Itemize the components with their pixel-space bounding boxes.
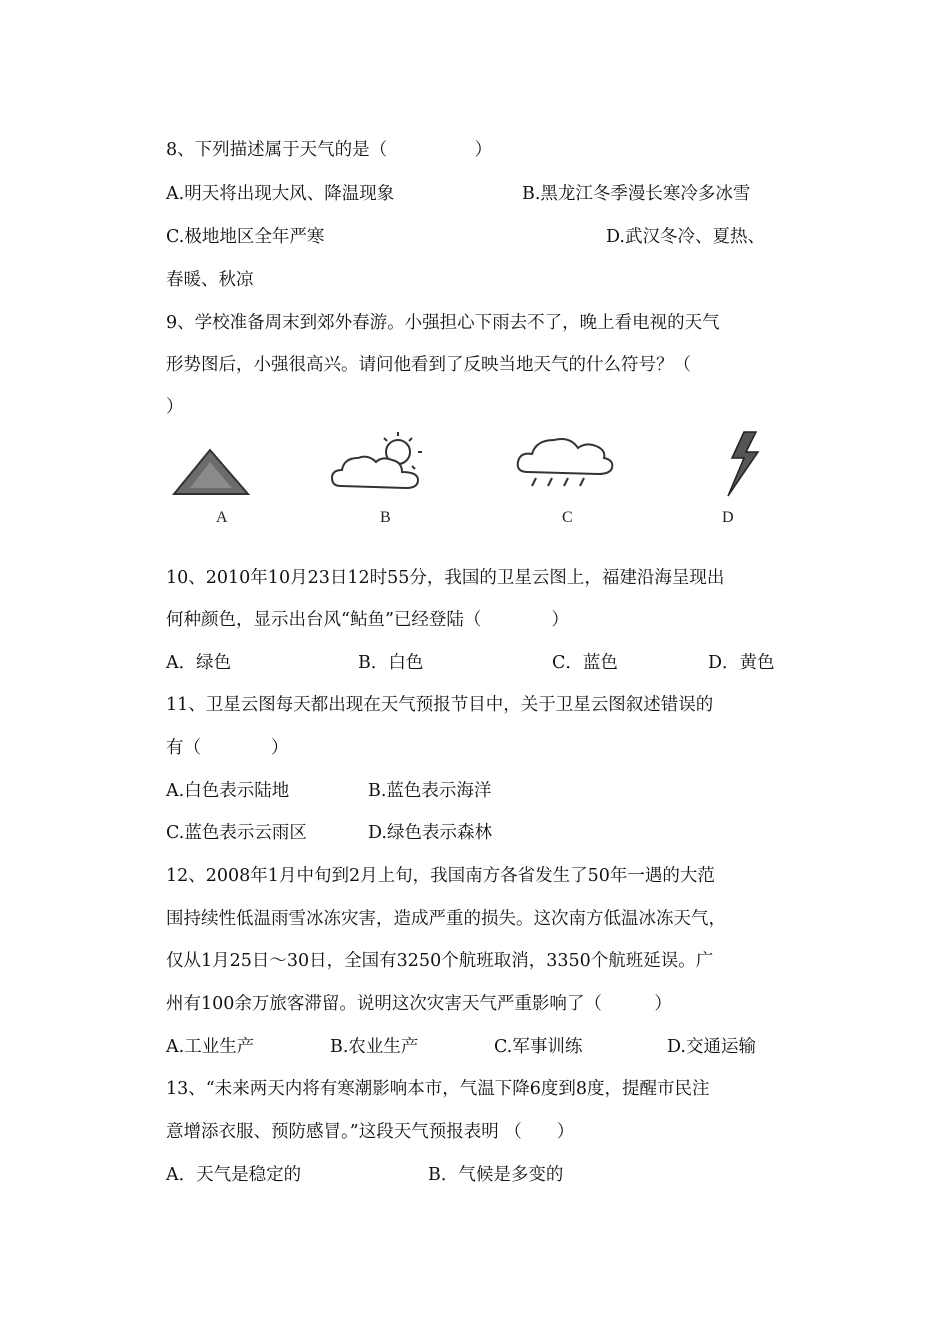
- weather-symbols-figure: [166, 428, 766, 528]
- q9-stem-line3: ）: [166, 397, 184, 417]
- q10-option-a: A．绿色: [166, 653, 232, 673]
- q13-option-a: A．天气是稳定的: [166, 1165, 302, 1185]
- q12-stem-line1: 12、2008年1月中旬到2月上旬，我国南方各省发生了50年一遇的大范: [166, 866, 715, 886]
- q11-option-b: B.蓝色表示海洋: [368, 781, 492, 801]
- figure-label-d: D: [722, 509, 734, 526]
- figure-label-c: C: [562, 509, 573, 526]
- q8-option-d: D.武汉冬冷、夏热、: [606, 227, 765, 247]
- q10-stem-line2: 何种颜色，显示出台风“鲇鱼”已经登陆（ ）: [166, 610, 569, 630]
- q9-stem-line2: 形势图后，小强很高兴。请问他看到了反映当地天气的什么符号？（: [166, 355, 691, 375]
- q11-option-a: A.白色表示陆地: [166, 781, 290, 801]
- q11-stem-line1: 11、卫星云图每天都出现在天气预报节目中，关于卫星云图叙述错误的: [166, 695, 714, 715]
- q10-option-d: D．黄色: [708, 653, 775, 673]
- rain-cloud-icon: [518, 439, 613, 486]
- q11-option-d: D.绿色表示森林: [368, 823, 492, 843]
- q12-option-b: B.农业生产: [330, 1037, 419, 1057]
- q13-option-b: B．气候是多变的: [428, 1165, 564, 1185]
- q11-stem-line2: 有（ ）: [166, 738, 289, 758]
- lightning-icon: [728, 432, 758, 496]
- q12-option-c: C.军事训练: [494, 1037, 583, 1057]
- q8-option-c: C.极地地区全年严寒: [166, 227, 325, 247]
- triangle-icon: [174, 450, 248, 494]
- q13-stem-line1: 13、“未来两天内将有寒潮影响本市，气温下降6度到8度，提醒市民注: [166, 1079, 710, 1099]
- q12-option-d: D.交通运输: [667, 1037, 756, 1057]
- q11-option-c: C.蓝色表示云雨区: [166, 823, 307, 843]
- partly-cloudy-icon: [332, 432, 422, 488]
- q12-stem-line3: 仅从1月25日～30日，全国有3250个航班取消，3350个航班延误。广: [166, 951, 714, 971]
- figure-label-b: B: [380, 509, 391, 526]
- q10-option-c: C．蓝色: [552, 653, 618, 673]
- q12-stem-line4: 州有100余万旅客滞留。说明这次灾害天气严重影响了（ ）: [166, 994, 672, 1014]
- q8-option-a: A.明天将出现大风、降温现象: [166, 184, 395, 204]
- q8-option-d-continued: 春暖、秋凉: [166, 270, 254, 290]
- q8-stem: 8、下列描述属于天气的是（ ）: [166, 140, 493, 160]
- q10-option-b: B．白色: [358, 653, 424, 673]
- q9-stem-line1: 9、学校准备周末到郊外春游。小强担心下雨去不了，晚上看电视的天气: [166, 313, 720, 333]
- q13-stem-line2: 意增添衣服、预防感冒。”这段天气预报表明 （ ）: [166, 1122, 575, 1142]
- q10-stem-line1: 10、2010年10月23日12时55分，我国的卫星云图上，福建沿海呈现出: [166, 568, 725, 588]
- q8-option-b: B.黑龙江冬季漫长寒冷多冰雪: [522, 184, 751, 204]
- figure-label-a: A: [216, 509, 228, 526]
- q12-stem-line2: 围持续性低温雨雪冰冻灾害，造成严重的损失。这次南方低温冰冻天气，: [166, 909, 726, 929]
- q12-option-a: A.工业生产: [166, 1037, 255, 1057]
